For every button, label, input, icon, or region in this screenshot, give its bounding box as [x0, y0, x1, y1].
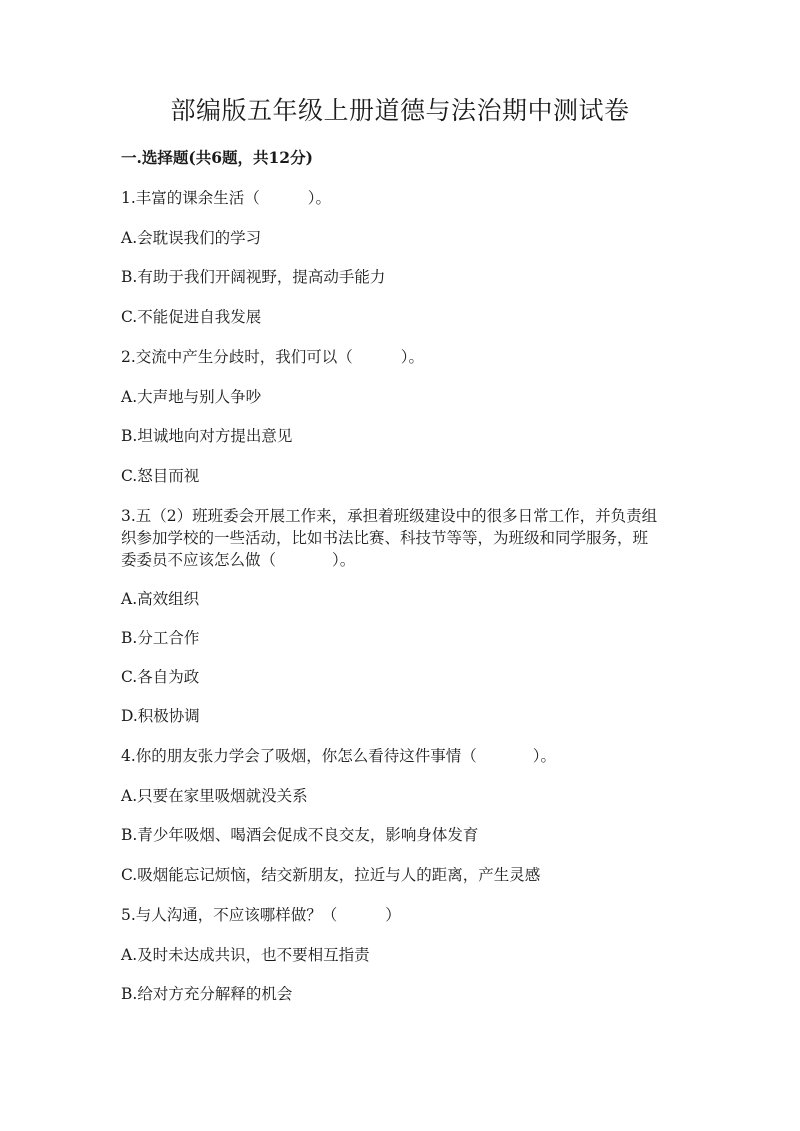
- exam-title: 部编版五年级上册道德与法治期中测试卷: [170, 96, 630, 125]
- question-3-option-b: B.分工合作: [121, 629, 200, 647]
- question-3-stem-text: 委委员不应该怎么做（: [121, 551, 277, 569]
- question-4-stem-text: 4.你的朋友张力学会了吸烟，你怎么看待这件事情（: [121, 747, 477, 765]
- question-4-stem: [121, 745, 556, 767]
- question-3-stem-line-3: [121, 549, 355, 571]
- question-3-option-d: D.积极协调: [121, 707, 200, 725]
- question-2-option-a: A.大声地与别人争吵: [121, 388, 262, 406]
- question-3-option-c: C.各自为政: [121, 668, 200, 686]
- question-5-stem-text: 5.与人沟通，不应该哪样做？（: [121, 906, 338, 924]
- question-1-stem-end: ）。: [307, 189, 332, 207]
- question-1-stem: [121, 187, 331, 209]
- question-2-option-b: B.坦诚地向对方提出意见: [121, 427, 293, 445]
- question-4-option-c: C.吸烟能忘记烦恼，结交新朋友，拉近与人的距离，产生灵感: [121, 866, 541, 884]
- section-heading: 一.选择题(共6题，共12分): [121, 148, 313, 167]
- question-3-stem-line-1: 3.五（2）班班委会开展工作来，承担着班级建设中的很多日常工作，并负责组: [121, 507, 658, 525]
- question-3-stem-end: ）。: [332, 551, 356, 569]
- question-2-option-c: C.怒目而视: [121, 467, 200, 485]
- question-4-option-b: B.青少年吸烟、喝酒会促成不良交友，影响身体发育: [121, 826, 479, 844]
- question-4-option-a: A.只要在家里吸烟就没关系: [121, 787, 308, 805]
- question-1-option-a: A.会耽误我们的学习: [121, 229, 262, 247]
- question-5-stem: [121, 904, 401, 926]
- question-5-option-b: B.给对方充分解释的机会: [121, 985, 293, 1003]
- question-2-stem-end: ）。: [400, 348, 425, 366]
- question-1-option-b: B.有助于我们开阔视野，提高动手能力: [121, 268, 386, 286]
- question-2-stem-text: 2.交流中产生分歧时，我们可以（: [121, 348, 353, 366]
- question-4-stem-end: ）。: [532, 747, 557, 765]
- question-2-stem: [121, 346, 424, 368]
- question-1-option-c: C.不能促进自我发展: [121, 308, 262, 326]
- question-1-stem-text: 1.丰富的课余生活（: [121, 189, 260, 207]
- question-5-option-a: A.及时未达成共识，也不要相互指责: [121, 946, 370, 964]
- question-5-stem-end: ）: [385, 906, 401, 924]
- question-3-option-a: A.高效组织: [121, 590, 200, 608]
- question-3-stem-line-2: 织参加学校的一些活动，比如书法比赛、科技节等等，为班级和同学服务，班: [121, 529, 649, 547]
